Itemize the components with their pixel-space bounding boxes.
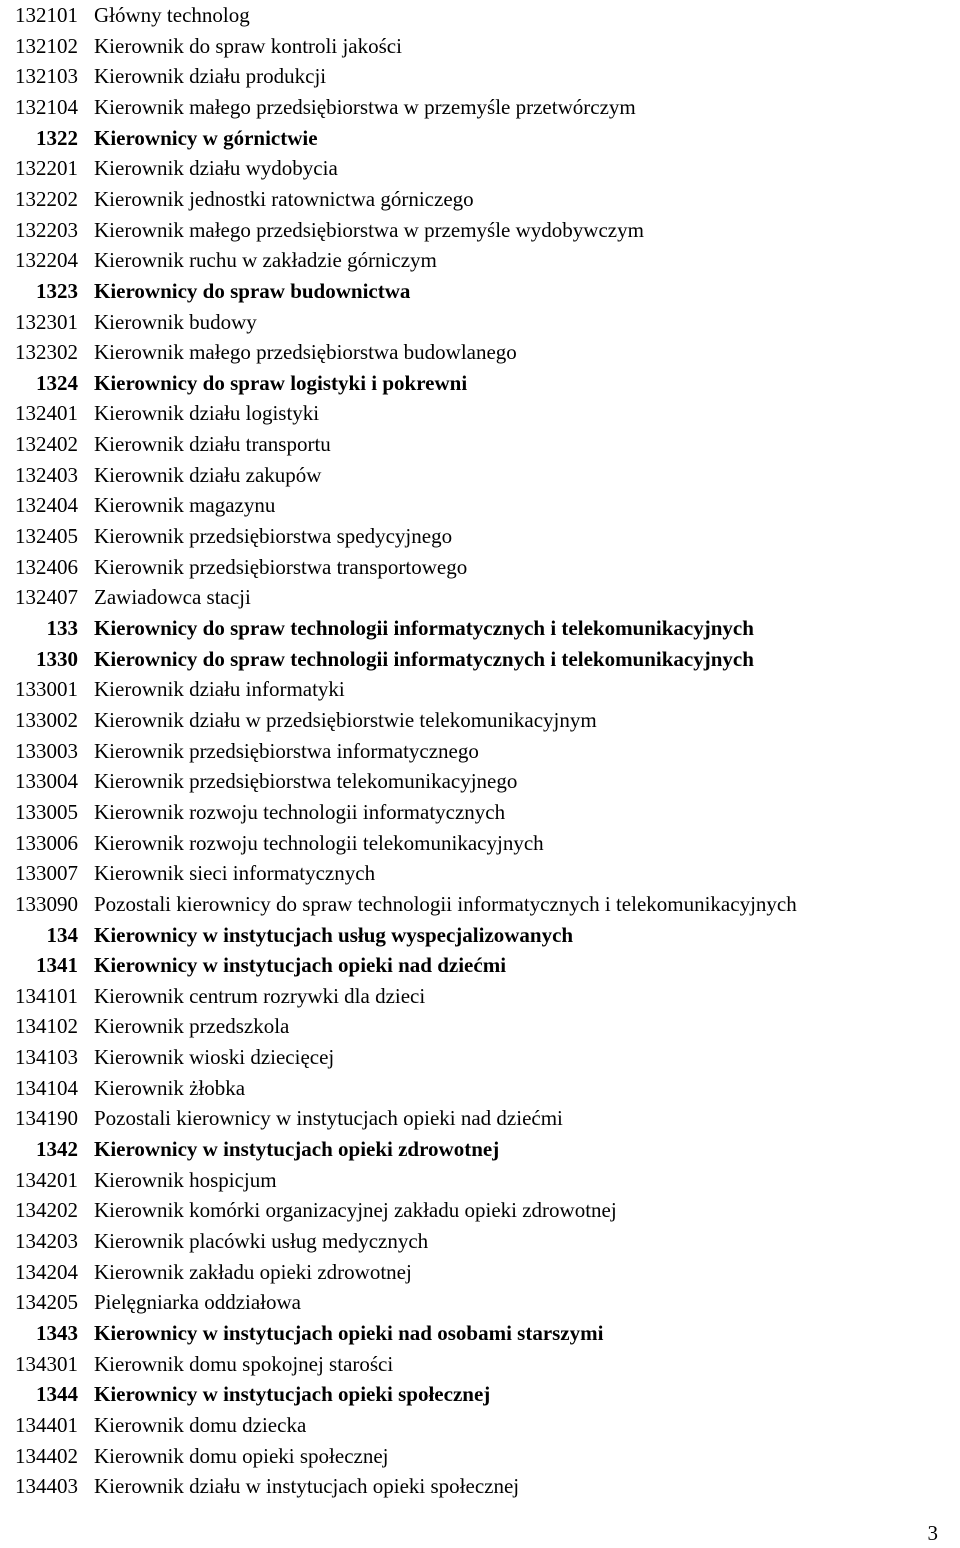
occupation-title: Kierownik żłobka	[94, 1075, 246, 1100]
occupation-row	[0, 797, 960, 827]
occupation-code: 132104	[15, 94, 78, 119]
occupation-row	[0, 1226, 960, 1256]
occupation-title: Kierownik rozwoju technologii telekomunikacyjnych	[94, 830, 544, 855]
occupation-row	[0, 1410, 960, 1440]
occupation-row	[0, 736, 960, 766]
occupation-row	[0, 1165, 960, 1195]
occupation-row	[0, 61, 960, 91]
occupation-title: Kierownik placówki usług medycznych	[94, 1229, 429, 1253]
occupation-code: 133090	[15, 891, 78, 916]
occupation-code: 132404	[15, 493, 78, 518]
occupation-title: Kierownicy w instytucjach usług wyspecjalizowanych	[94, 922, 574, 947]
occupation-code: 134202	[15, 1198, 78, 1223]
occupation-row	[0, 889, 960, 919]
occupation-title: Kierownik działu produkcji	[94, 64, 327, 89]
occupation-row	[0, 705, 960, 735]
occupation-row	[0, 766, 960, 796]
occupation-title: Kierownicy do spraw logistyki i pokrewni	[94, 370, 468, 395]
occupation-code: 132101	[15, 3, 78, 27]
occupation-code: 134201	[15, 1167, 78, 1192]
occupation-title: Kierownik centrum rozrywki dla dzieci	[94, 983, 426, 1008]
page-number: 3	[927, 1521, 938, 1545]
group-heading-row	[0, 368, 960, 398]
occupation-title: Kierownik przedsiębiorstwa spedycyjnego	[94, 524, 453, 548]
occupation-title: Kierownik działu w przedsiębiorstwie telekomunikacyjnym	[94, 707, 597, 732]
occupation-row	[0, 31, 960, 61]
occupation-code: 134190	[15, 1106, 78, 1131]
occupation-title: Kierownik działu informatyki	[94, 677, 345, 702]
occupation-title: Kierownicy w instytucjach opieki społecznej	[94, 1382, 491, 1407]
group-heading-row	[0, 950, 960, 980]
occupation-row	[0, 828, 960, 858]
occupation-code: 134103	[15, 1045, 78, 1070]
group-heading-row	[0, 613, 960, 643]
occupation-code: 132405	[15, 524, 78, 548]
occupation-code: 132201	[15, 156, 78, 181]
occupation-code: 1343	[36, 1321, 78, 1345]
occupation-title: Kierownik działu zakupów	[94, 462, 322, 487]
occupation-code: 133002	[15, 707, 78, 732]
occupation-title: Kierownik małego przedsiębiorstwa w przemyśle przetwórczym	[94, 94, 636, 119]
occupation-title: Kierownicy w górnictwie	[94, 125, 318, 150]
occupation-code: 134204	[15, 1259, 78, 1284]
occupation-title: Kierownik małego przedsiębiorstwa budowlanego	[94, 340, 517, 365]
occupation-code: 1342	[36, 1137, 78, 1161]
occupation-title: Główny technolog	[94, 3, 250, 27]
occupation-row	[0, 153, 960, 183]
occupation-code: 132401	[15, 401, 78, 426]
occupation-code: 132302	[15, 340, 78, 365]
group-heading-row	[0, 1134, 960, 1164]
occupation-title: Kierownik rozwoju technologii informatycznych	[94, 799, 506, 824]
occupation-code: 132402	[15, 432, 78, 457]
occupation-title: Kierownik jednostki ratownictwa górniczego	[94, 186, 474, 211]
occupation-row	[0, 1073, 960, 1103]
occupation-code: 134403	[15, 1474, 78, 1499]
occupation-title: Kierownicy do spraw technologii informatycznych i telekomunikacyjnych	[94, 646, 754, 671]
occupation-row	[0, 1195, 960, 1225]
occupation-code: 134402	[15, 1443, 78, 1468]
occupation-code: 133003	[15, 738, 78, 763]
occupation-title: Kierownik budowy	[94, 309, 257, 334]
occupation-code: 133006	[15, 830, 78, 855]
occupation-code: 1323	[36, 278, 78, 303]
occupation-code: 132203	[15, 217, 78, 242]
occupation-code: 134101	[15, 983, 78, 1008]
occupation-title: Kierownicy do spraw budownictwa	[94, 278, 411, 303]
occupation-row	[0, 521, 960, 551]
occupation-code: 132301	[15, 309, 78, 334]
occupation-code: 133005	[15, 799, 78, 824]
occupation-title: Kierownik komórki organizacyjnej zakładu opieki zdrowotnej	[94, 1198, 617, 1223]
occupation-row	[0, 184, 960, 214]
occupation-code: 133001	[15, 677, 78, 702]
occupation-code: 132407	[15, 585, 78, 610]
occupation-title: Kierownicy w instytucjach opieki nad dziećmi	[94, 953, 507, 978]
occupation-title: Kierownik działu logistyki	[94, 401, 320, 426]
occupation-code: 132202	[15, 186, 78, 211]
group-heading-row	[0, 1379, 960, 1409]
occupation-row	[0, 552, 960, 582]
occupation-title: Kierownik działu wydobycia	[94, 156, 338, 181]
occupation-title: Kierownik sieci informatycznych	[94, 861, 376, 886]
occupation-code: 133007	[15, 861, 78, 886]
occupation-row	[0, 429, 960, 459]
occupation-code: 1324	[36, 370, 78, 395]
occupation-title: Pielęgniarka oddziałowa	[94, 1290, 302, 1315]
occupation-title: Kierownik domu spokojnej starości	[94, 1351, 394, 1376]
occupation-title: Kierownik do spraw kontroli jakości	[94, 33, 402, 58]
group-heading-row	[0, 123, 960, 153]
occupation-title: Kierownik zakładu opieki zdrowotnej	[94, 1259, 412, 1284]
occupation-title: Kierownicy w instytucjach opieki nad osobami starszymi	[94, 1321, 604, 1345]
occupation-row	[0, 1042, 960, 1072]
occupation-title: Kierownik małego przedsiębiorstwa w przemyśle wydobywczym	[94, 217, 644, 242]
occupation-title: Kierownik przedsiębiorstwa telekomunikacyjnego	[94, 769, 518, 794]
occupation-title: Kierownik działu transportu	[94, 432, 331, 457]
occupation-title: Kierownik działu w instytucjach opieki społecznej	[94, 1474, 520, 1499]
occupation-row	[0, 307, 960, 337]
occupation-title: Kierownik hospicjum	[94, 1167, 277, 1192]
occupation-title: Kierownicy w instytucjach opieki zdrowotnej	[94, 1137, 500, 1161]
occupation-row	[0, 1103, 960, 1133]
occupation-row	[0, 1257, 960, 1287]
occupation-row	[0, 858, 960, 888]
occupation-row	[0, 1349, 960, 1379]
occupation-code: 134301	[15, 1351, 78, 1376]
occupation-title: Kierownik przedsiębiorstwa transportowego	[94, 554, 468, 579]
occupation-row	[0, 398, 960, 428]
occupation-code: 1344	[36, 1382, 78, 1407]
occupation-row	[0, 490, 960, 520]
occupation-code: 134203	[15, 1229, 78, 1253]
occupation-title: Pozostali kierownicy do spraw technologii informatycznych i telekomunikacyjnych	[94, 891, 797, 916]
occupation-row	[0, 1441, 960, 1471]
occupation-title: Kierownik domu dziecka	[94, 1412, 307, 1437]
occupation-row	[0, 1011, 960, 1041]
group-heading-row	[0, 276, 960, 306]
occupation-code: 132403	[15, 462, 78, 487]
occupation-title: Kierownik domu opieki społecznej	[94, 1443, 389, 1468]
occupation-code: 1322	[36, 125, 78, 150]
occupation-code: 134104	[15, 1075, 78, 1100]
occupation-code: 132204	[15, 248, 78, 273]
occupation-code: 132103	[15, 64, 78, 89]
occupation-title: Kierownik przedszkola	[94, 1014, 290, 1039]
occupation-row	[0, 460, 960, 490]
occupation-code: 133	[46, 616, 78, 640]
group-heading-row	[0, 920, 960, 950]
group-heading-row	[0, 1318, 960, 1348]
occupation-row	[0, 245, 960, 275]
occupation-title: Pozostali kierownicy w instytucjach opieki nad dziećmi	[94, 1106, 563, 1131]
occupation-code: 133004	[15, 769, 78, 794]
group-heading-row	[0, 644, 960, 674]
occupation-row	[0, 337, 960, 367]
occupation-code: 134401	[15, 1412, 78, 1437]
occupation-row	[0, 1287, 960, 1317]
occupation-title: Kierownik wioski dziecięcej	[94, 1045, 335, 1070]
occupation-title: Kierownicy do spraw technologii informatycznych i telekomunikacyjnych	[94, 616, 754, 640]
occupation-title: Zawiadowca stacji	[94, 585, 251, 610]
occupation-title: Kierownik ruchu w zakładzie górniczym	[94, 248, 437, 273]
occupation-code: 132406	[15, 554, 78, 579]
occupation-row	[0, 0, 960, 30]
occupation-code: 1330	[36, 646, 78, 671]
occupation-code: 134205	[15, 1290, 78, 1315]
occupation-row	[0, 215, 960, 245]
occupation-code: 132102	[15, 33, 78, 58]
occupation-code: 1341	[36, 953, 78, 978]
occupation-row	[0, 981, 960, 1011]
occupation-row	[0, 92, 960, 122]
occupation-code: 134	[46, 922, 78, 947]
occupation-code: 134102	[15, 1014, 78, 1039]
occupation-row	[0, 674, 960, 704]
occupation-row	[0, 1471, 960, 1501]
occupation-title: Kierownik magazynu	[94, 493, 276, 518]
occupation-title: Kierownik przedsiębiorstwa informatycznego	[94, 738, 479, 763]
occupation-row	[0, 582, 960, 612]
